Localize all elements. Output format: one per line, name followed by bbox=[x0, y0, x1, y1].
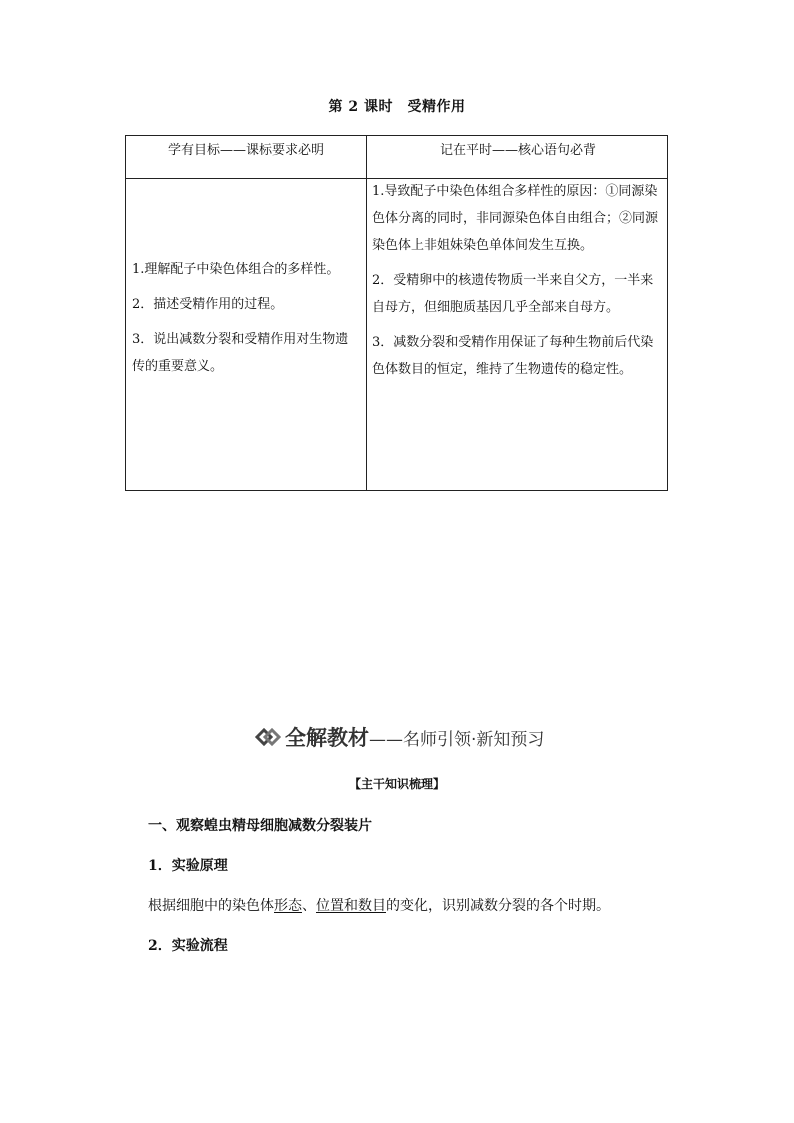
section-label: 【主干知识梳理】 bbox=[348, 777, 445, 791]
table-header-goals: 学有目标——课标要求必明 bbox=[167, 143, 324, 158]
subheading-principle: 1．实验原理 bbox=[148, 858, 228, 874]
goal-item-2: 2．描述受精作用的过程。 bbox=[132, 297, 284, 312]
principle-blank-2: 位置和数目 bbox=[316, 898, 386, 914]
heading-observe-slides: 一、观察蝗虫精母细胞减数分裂装片 bbox=[148, 818, 372, 834]
banner-main-title: 全解教材 bbox=[285, 726, 369, 750]
lesson-title: 第 2 课时 受精作用 bbox=[328, 99, 466, 115]
principle-prefix: 根据细胞中的染色体 bbox=[148, 898, 274, 914]
subheading-procedure: 2．实验流程 bbox=[148, 938, 228, 954]
key-point-1: 1.导致配子中染色体组合多样性的原因：①同源染色体分离的同时，非同源染色体自由组合；②同源染色体上非姐妹染色单体间发生互换。 bbox=[372, 184, 659, 253]
section-banner bbox=[255, 722, 544, 752]
goal-item-3: 3．说出减数分裂和受精作用对生物遗传的重要意义。 bbox=[132, 332, 349, 374]
key-point-3: 3．减数分裂和受精作用保证了每种生物前后代染色体数目的恒定，维持了生物遗传的稳定性。 bbox=[372, 335, 654, 377]
key-point-2: 2．受精卵中的核遗传物质一半来自父方，一半来自母方，但细胞质基因几乎全部来自母方。 bbox=[372, 273, 654, 315]
table-column-divider bbox=[366, 136, 367, 490]
principle-suffix: 的变化，识别减数分裂的各个时期。 bbox=[386, 898, 610, 914]
principle-separator: 、 bbox=[302, 898, 316, 914]
interlocking-diamond-icon bbox=[255, 726, 281, 748]
goals-cell bbox=[132, 256, 360, 388]
key-points-cell bbox=[372, 178, 664, 391]
principle-blank-1: 形态 bbox=[274, 898, 302, 914]
goals-table bbox=[125, 135, 668, 491]
principle-text bbox=[148, 895, 610, 915]
table-header-key-points: 记在平时——核心语句必背 bbox=[439, 143, 596, 158]
goal-item-1: 1.理解配子中染色体组合的多样性。 bbox=[132, 262, 340, 277]
banner-subtitle: ——名师引领·新知预习 bbox=[369, 729, 545, 750]
